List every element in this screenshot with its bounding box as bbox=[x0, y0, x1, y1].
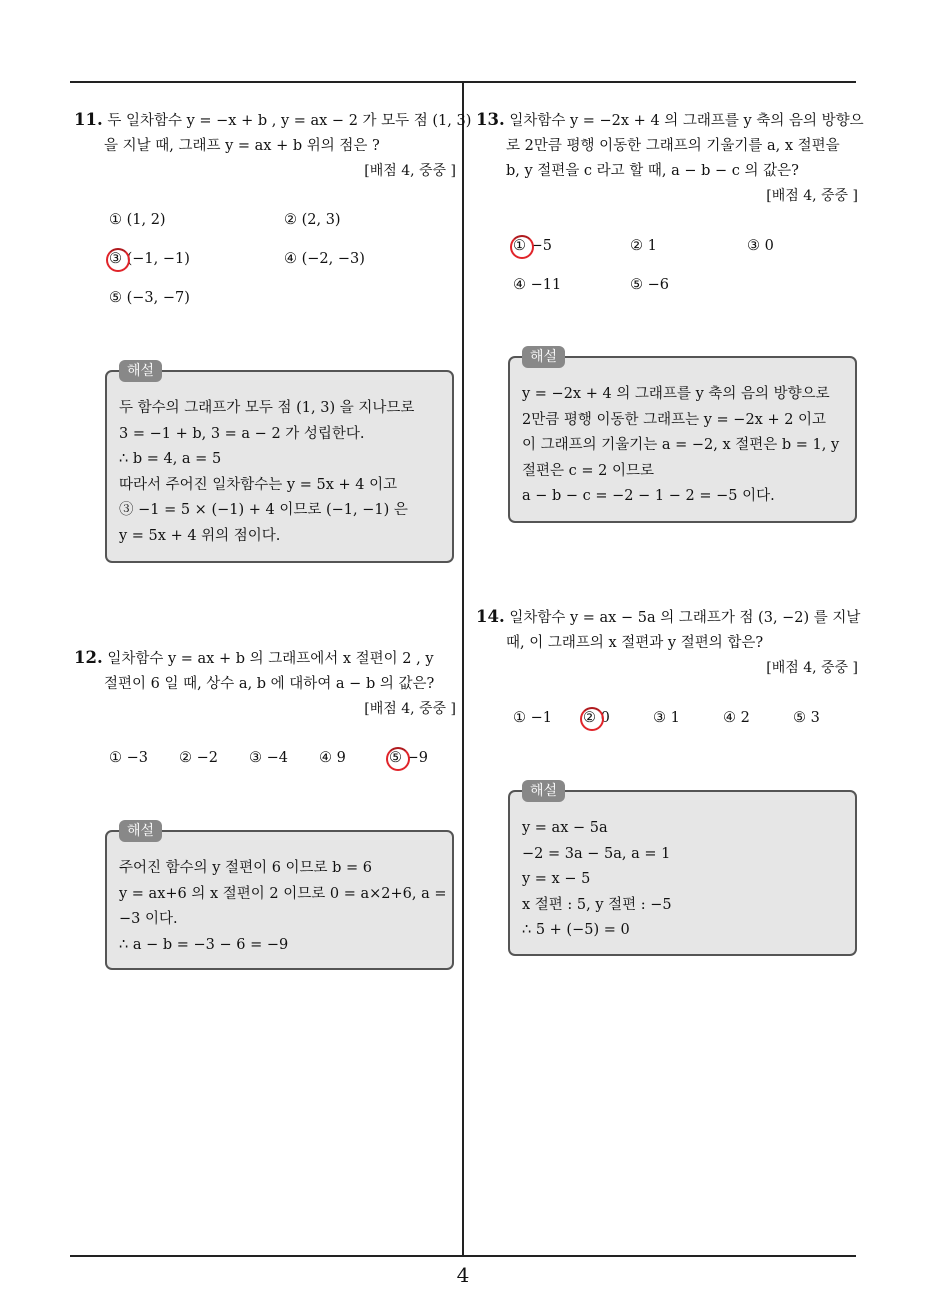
choice-2: ② 0 bbox=[583, 710, 610, 726]
question-text: 일차함수 y = ax − 5a 의 그래프가 점 (3, −2) 를 지날 bbox=[509, 610, 861, 626]
question-text: 때, 이 그래프의 x 절편과 y 절편의 합은? bbox=[506, 635, 764, 651]
column-divider bbox=[462, 82, 464, 1257]
choice-3: ③ (−1, −1) bbox=[109, 251, 190, 267]
answer-mark-circle bbox=[386, 747, 410, 771]
solution-line: y = ax − 5a bbox=[522, 820, 608, 836]
solution-line: y = x − 5 bbox=[522, 871, 591, 887]
question-11 bbox=[74, 107, 472, 184]
solution-line: 주어진 함수의 y 절편이 6 이므로 b = 6 bbox=[119, 860, 373, 876]
solution-line: −2 = 3a − 5a, a = 1 bbox=[522, 845, 671, 862]
solution-label: 해설 bbox=[522, 780, 565, 802]
solution-line: y = ax+6 의 x 절편이 2 이므로 0 = a×2+6, a = bbox=[119, 885, 447, 902]
choice-5: ⑤ (−3, −7) bbox=[109, 290, 190, 306]
question-line bbox=[476, 604, 861, 631]
choice-3: ③ −4 bbox=[249, 750, 288, 766]
solution-line: −3 이다. bbox=[119, 911, 178, 927]
question-text: 을 지날 때, 그래프 y = ax + b 위의 점은 ? bbox=[104, 138, 380, 154]
question-number: 11. bbox=[74, 110, 103, 129]
choice-1: ① (1, 2) bbox=[109, 212, 166, 228]
solution-line: 3 = −1 + b, 3 = a − 2 가 성립한다. bbox=[119, 425, 365, 442]
choice-3: ③ 0 bbox=[747, 238, 774, 254]
score-meta: [배점 4, 중중 ] bbox=[766, 188, 858, 204]
solution-line: ∴ 5 + (−5) = 0 bbox=[522, 922, 630, 938]
solution-line: a − b − c = −2 − 1 − 2 = −5 이다. bbox=[522, 488, 775, 504]
solution-label: 해설 bbox=[119, 360, 162, 382]
solution-line: x 절편 : 5, y 절편 : −5 bbox=[522, 896, 672, 913]
solution-line: ∴ b = 4, a = 5 bbox=[119, 451, 222, 467]
question-text: b, y 절편을 c 라고 할 때, a − b − c 의 값은? bbox=[506, 163, 799, 179]
choice-1: ① −1 bbox=[513, 710, 552, 726]
choice-5: ⑤ −6 bbox=[630, 277, 669, 293]
question-number: 12. bbox=[74, 648, 103, 667]
choice-2: ② 1 bbox=[630, 238, 657, 254]
solution-line: ③ −1 = 5 × (−1) + 4 이므로 (−1, −1) 은 bbox=[119, 502, 408, 518]
bottom-rule bbox=[70, 1255, 856, 1257]
solution-box-11 bbox=[105, 363, 454, 563]
solution-box-13 bbox=[508, 349, 857, 523]
choice-3: ③ 1 bbox=[653, 710, 680, 726]
choice-5: ⑤ −9 bbox=[389, 750, 428, 766]
choice-2: ② (2, 3) bbox=[284, 212, 341, 228]
question-number: 14. bbox=[476, 607, 505, 626]
question-text: 일차함수 y = ax + b 의 그래프에서 x 절편이 2 , y bbox=[107, 651, 434, 667]
answer-mark-circle bbox=[580, 707, 604, 731]
choice-4: ④ (−2, −3) bbox=[284, 251, 365, 267]
answer-mark-circle bbox=[106, 248, 130, 272]
choice-4: ④ −11 bbox=[513, 277, 562, 293]
question-text: 로 2만큼 평행 이동한 그래프의 기울기를 a, x 절편을 bbox=[506, 138, 840, 154]
solution-box-12 bbox=[105, 823, 454, 970]
choice-1: ① −3 bbox=[109, 750, 148, 766]
score-meta: [배점 4, 중중 ] bbox=[364, 163, 456, 179]
solution-box-14 bbox=[508, 783, 857, 956]
question-line bbox=[476, 107, 864, 134]
choice-4: ④ 2 bbox=[723, 710, 750, 726]
solution-line: ∴ a − b = −3 − 6 = −9 bbox=[119, 936, 289, 953]
question-line bbox=[74, 645, 456, 672]
solution-line: 따라서 주어진 일차함수는 y = 5x + 4 이고 bbox=[119, 476, 398, 493]
choice-5: ⑤ 3 bbox=[793, 710, 820, 726]
solution-line: 2만큼 평행 이동한 그래프는 y = −2x + 2 이고 bbox=[522, 411, 827, 428]
question-number: 13. bbox=[476, 110, 505, 129]
choice-1: ① −5 bbox=[513, 238, 552, 254]
choice-4: ④ 9 bbox=[319, 750, 346, 766]
solution-line: y = 5x + 4 위의 점이다. bbox=[119, 527, 281, 544]
question-14 bbox=[476, 604, 861, 681]
score-meta: [배점 4, 중중 ] bbox=[364, 701, 456, 717]
solution-label: 해설 bbox=[119, 820, 162, 842]
question-text: 두 일차함수 y = −x + b , y = ax − 2 가 모두 점 (1, 3) bbox=[107, 113, 472, 129]
choice-2: ② −2 bbox=[179, 750, 218, 766]
question-12 bbox=[74, 645, 456, 722]
solution-line: 절편은 c = 2 이므로 bbox=[522, 462, 654, 479]
question-text: 절편이 6 일 때, 상수 a, b 에 대하여 a − b 의 값은? bbox=[104, 676, 435, 692]
page-number: 4 bbox=[456, 1263, 470, 1287]
question-13 bbox=[476, 107, 864, 209]
solution-line: 두 함수의 그래프가 모두 점 (1, 3) 을 지나므로 bbox=[119, 400, 415, 416]
question-text: 일차함수 y = −2x + 4 의 그래프를 y 축의 음의 방향으 bbox=[509, 113, 864, 129]
solution-line: y = −2x + 4 의 그래프를 y 축의 음의 방향으로 bbox=[522, 386, 830, 402]
score-meta: [배점 4, 중중 ] bbox=[766, 660, 858, 676]
solution-line: 이 그래프의 기울기는 a = −2, x 절편은 b = 1, y bbox=[522, 437, 840, 453]
answer-mark-circle bbox=[510, 235, 534, 259]
solution-label: 해설 bbox=[522, 346, 565, 368]
question-line bbox=[74, 107, 472, 134]
